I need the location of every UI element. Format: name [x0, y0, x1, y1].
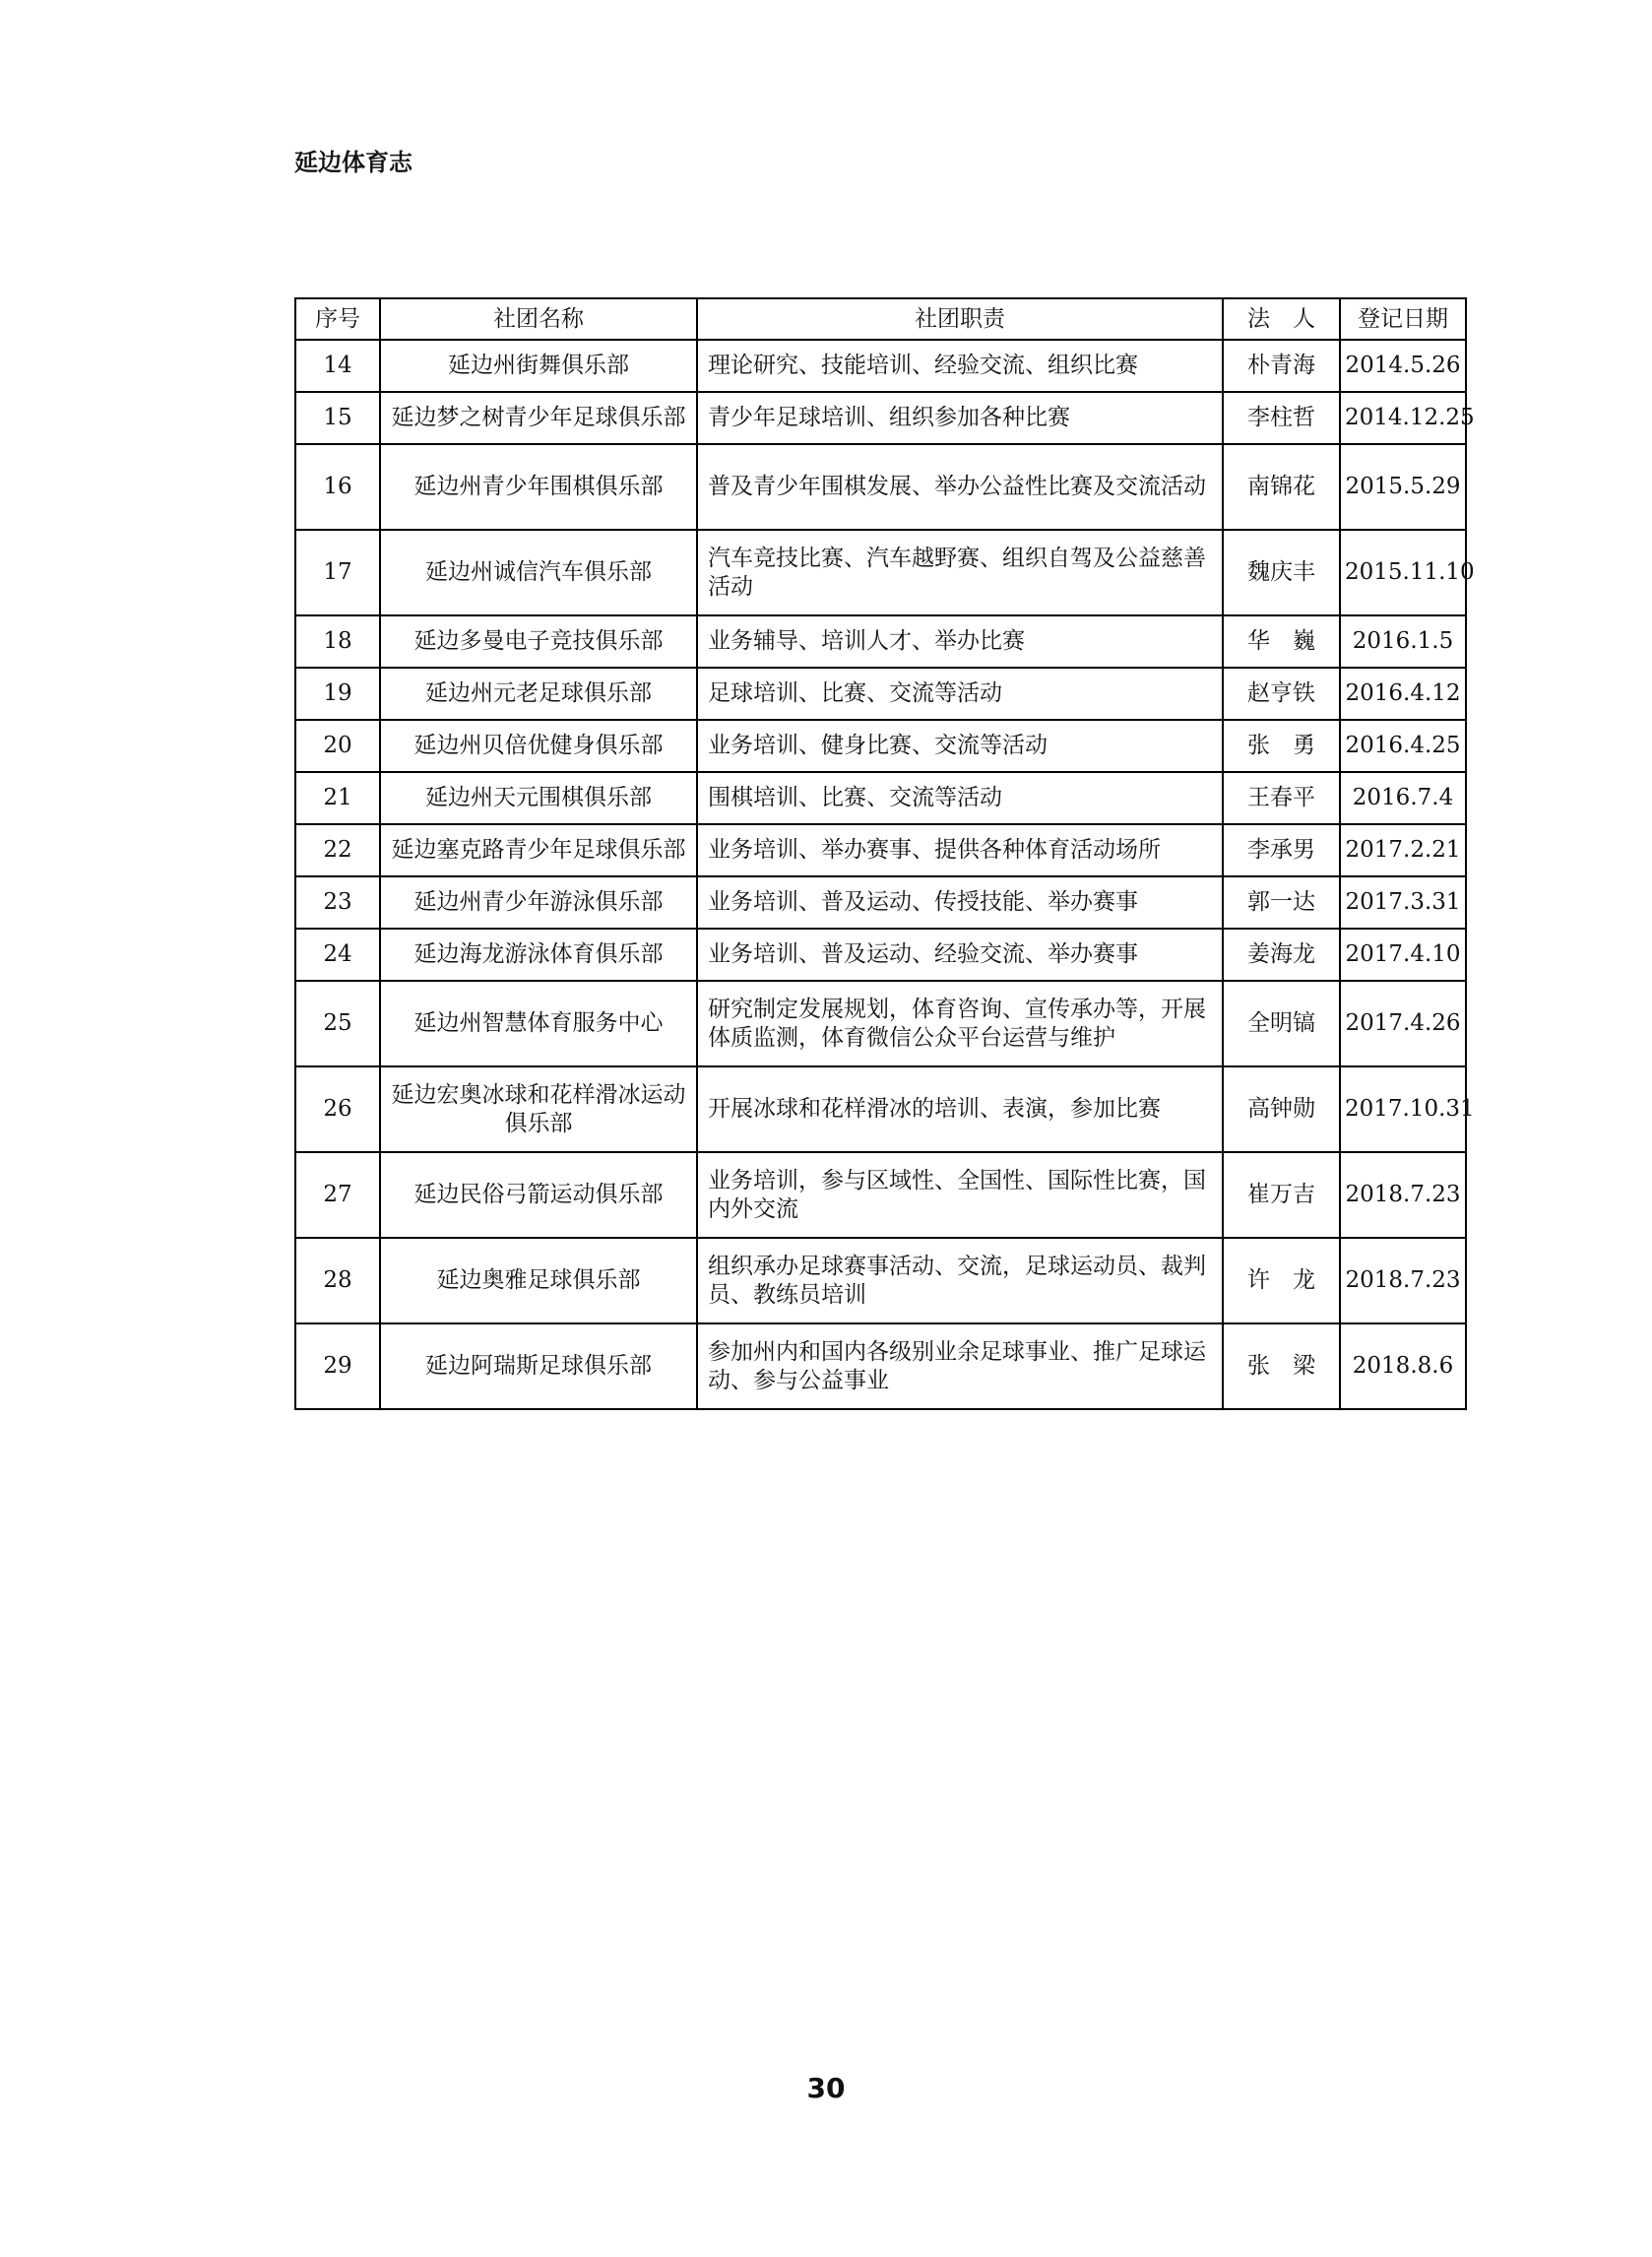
cell-legal-person: 张 梁: [1223, 1323, 1340, 1409]
cell-club-name: 延边州贝倍优健身俱乐部: [380, 720, 697, 772]
cell-legal-person: 李柱哲: [1223, 392, 1340, 444]
cell-duty: 理论研究、技能培训、经验交流、组织比赛: [697, 340, 1223, 392]
table-row: [295, 981, 1466, 1066]
cell-duty: 青少年足球培训、组织参加各种比赛: [697, 392, 1223, 444]
cell-club-name: 延边塞克路青少年足球俱乐部: [380, 824, 697, 876]
cell-registration-date: 2015.11.10: [1340, 530, 1466, 615]
cell-club-name: 延边海龙游泳体育俱乐部: [380, 929, 697, 981]
cell-registration-date: 2017.4.10: [1340, 929, 1466, 981]
cell-registration-date: 2015.5.29: [1340, 444, 1466, 530]
table-body: [295, 340, 1475, 1409]
table-row: [295, 720, 1466, 772]
cell-number: 22: [295, 824, 380, 876]
cell-registration-date: 2018.8.6: [1340, 1323, 1466, 1409]
cell-legal-person: 李承男: [1223, 824, 1340, 876]
table-row: [295, 668, 1466, 720]
cell-number: 19: [295, 668, 380, 720]
cell-duty: 开展冰球和花样滑冰的培训、表演，参加比赛: [697, 1066, 1223, 1152]
cell-club-name: 延边州元老足球俱乐部: [380, 668, 697, 720]
cell-legal-person: 高钟勋: [1223, 1066, 1340, 1152]
header-club-name: 社团名称: [380, 298, 697, 340]
cell-registration-date: 2017.2.21: [1340, 824, 1466, 876]
club-registry-table: [294, 297, 1475, 1410]
cell-duty: 业务培训，参与区域性、全国性、国际性比赛，国内外交流: [697, 1152, 1223, 1238]
cell-club-name: 延边州智慧体育服务中心: [380, 981, 697, 1066]
cell-legal-person: 郭一达: [1223, 876, 1340, 929]
cell-legal-person: 南锦花: [1223, 444, 1340, 530]
header-legal-person: 法 人: [1223, 298, 1340, 340]
cell-legal-person: 王春平: [1223, 772, 1340, 824]
page-number: 30: [806, 2072, 846, 2104]
cell-duty: 汽车竞技比赛、汽车越野赛、组织自驾及公益慈善活动: [697, 530, 1223, 615]
cell-registration-date: 2018.7.23: [1340, 1152, 1466, 1238]
cell-registration-date: 2017.3.31: [1340, 876, 1466, 929]
cell-registration-date: 2016.1.5: [1340, 615, 1466, 668]
cell-legal-person: 华 巍: [1223, 615, 1340, 668]
table-row: [295, 1323, 1466, 1409]
cell-number: 17: [295, 530, 380, 615]
table-row: [295, 615, 1466, 668]
cell-legal-person: 姜海龙: [1223, 929, 1340, 981]
table-row: [295, 824, 1466, 876]
cell-legal-person: 崔万吉: [1223, 1152, 1340, 1238]
cell-registration-date: 2014.12.25: [1340, 392, 1466, 444]
cell-duty: 业务培训、普及运动、经验交流、举办赛事: [697, 929, 1223, 981]
cell-duty: 足球培训、比赛、交流等活动: [697, 668, 1223, 720]
header-duty: 社团职责: [697, 298, 1223, 340]
cell-number: 24: [295, 929, 380, 981]
cell-number: 29: [295, 1323, 380, 1409]
cell-legal-person: 魏庆丰: [1223, 530, 1340, 615]
cell-club-name: 延边民俗弓箭运动俱乐部: [380, 1152, 697, 1238]
cell-duty: 业务培训、普及运动、传授技能、举办赛事: [697, 876, 1223, 929]
cell-duty: 普及青少年围棋发展、举办公益性比赛及交流活动: [697, 444, 1223, 530]
cell-number: 15: [295, 392, 380, 444]
cell-legal-person: 赵亨铁: [1223, 668, 1340, 720]
cell-club-name: 延边州街舞俱乐部: [380, 340, 697, 392]
table-row: [295, 444, 1466, 530]
cell-club-name: 延边州天元围棋俱乐部: [380, 772, 697, 824]
table-row: [295, 1066, 1466, 1152]
cell-number: 21: [295, 772, 380, 824]
cell-club-name: 延边州青少年游泳俱乐部: [380, 876, 697, 929]
cell-club-name: 延边梦之树青少年足球俱乐部: [380, 392, 697, 444]
table-row: [295, 876, 1466, 929]
cell-number: 25: [295, 981, 380, 1066]
cell-duty: 业务辅导、培训人才、举办比赛: [697, 615, 1223, 668]
header-registration-date: 登记日期: [1340, 298, 1466, 340]
cell-registration-date: 2016.4.25: [1340, 720, 1466, 772]
cell-duty: 围棋培训、比赛、交流等活动: [697, 772, 1223, 824]
cell-club-name: 延边州青少年围棋俱乐部: [380, 444, 697, 530]
table-row: [295, 772, 1466, 824]
cell-registration-date: 2016.4.12: [1340, 668, 1466, 720]
cell-club-name: 延边阿瑞斯足球俱乐部: [380, 1323, 697, 1409]
cell-registration-date: 2016.7.4: [1340, 772, 1466, 824]
cell-duty: 业务培训、举办赛事、提供各种体育活动场所: [697, 824, 1223, 876]
cell-registration-date: 2018.7.23: [1340, 1238, 1466, 1323]
header-number: 序号: [295, 298, 380, 340]
cell-duty: 参加州内和国内各级别业余足球事业、推广足球运动、参与公益事业: [697, 1323, 1223, 1409]
cell-club-name: 延边多曼电子竞技俱乐部: [380, 615, 697, 668]
cell-registration-date: 2017.10.31: [1340, 1066, 1466, 1152]
cell-legal-person: 朴青海: [1223, 340, 1340, 392]
cell-duty: 组织承办足球赛事活动、交流，足球运动员、裁判员、教练员培训: [697, 1238, 1223, 1323]
running-header: 延边体育志: [294, 149, 413, 176]
cell-club-name: 延边宏奥冰球和花样滑冰运动俱乐部: [380, 1066, 697, 1152]
cell-number: 18: [295, 615, 380, 668]
cell-legal-person: 张 勇: [1223, 720, 1340, 772]
cell-club-name: 延边奥雅足球俱乐部: [380, 1238, 697, 1323]
cell-duty: 业务培训、健身比赛、交流等活动: [697, 720, 1223, 772]
cell-number: 26: [295, 1066, 380, 1152]
cell-number: 16: [295, 444, 380, 530]
table-header: [295, 298, 1466, 340]
cell-number: 23: [295, 876, 380, 929]
table-row: [295, 1238, 1466, 1323]
cell-registration-date: 2014.5.26: [1340, 340, 1466, 392]
table-row: [295, 392, 1466, 444]
cell-club-name: 延边州诚信汽车俱乐部: [380, 530, 697, 615]
cell-duty: 研究制定发展规划，体育咨询、宣传承办等，开展体质监测，体育微信公众平台运营与维护: [697, 981, 1223, 1066]
header-row: [295, 298, 1466, 340]
cell-number: 14: [295, 340, 380, 392]
table-row: [295, 929, 1466, 981]
cell-number: 20: [295, 720, 380, 772]
cell-number: 28: [295, 1238, 380, 1323]
cell-legal-person: 全明镐: [1223, 981, 1340, 1066]
table-row: [295, 340, 1466, 392]
table-row: [295, 1152, 1466, 1238]
cell-registration-date: 2017.4.26: [1340, 981, 1466, 1066]
table-row: [295, 530, 1466, 615]
cell-legal-person: 许 龙: [1223, 1238, 1340, 1323]
cell-number: 27: [295, 1152, 380, 1238]
